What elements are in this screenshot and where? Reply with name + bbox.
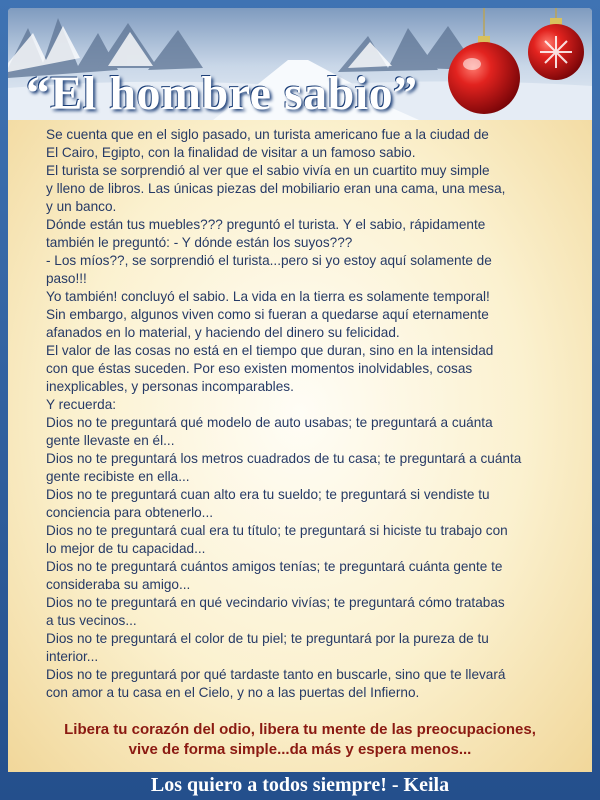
story-text	[46, 126, 566, 702]
story-line: paso!!!	[46, 271, 87, 286]
story-line: El valor de las cosas no está en el tiempo que duran, sino en la intensidad	[46, 343, 494, 358]
story-line: afanados en lo material, y haciendo del dinero su felicidad.	[46, 325, 400, 340]
footer-signature: Los quiero a todos siempre! - Keila	[150, 774, 450, 796]
story-line: Se cuenta que en el siglo pasado, un turista americano fue a la ciudad de	[46, 127, 489, 142]
closing-message	[8, 720, 592, 760]
story-line: Dios no te preguntará por qué tardaste tanto en buscarle, sino que te llevará	[46, 667, 506, 682]
story-line: también le preguntó: - Y dónde están los suyos???	[46, 235, 353, 250]
story-line: El turista se sorprendió al ver que el sabio vivía en un cuartito muy simple	[46, 163, 490, 178]
story-line: Dios no te preguntará en qué vecindario vivías; te preguntará cómo tratabas	[46, 595, 505, 610]
header-banner	[8, 8, 592, 124]
closing-line: Libera tu corazón del odio, libera tu mente de las preocupaciones,	[64, 721, 536, 738]
story-line: inexplicables, y personas incomparables.	[46, 379, 294, 394]
story-line: consideraba su amigo...	[46, 577, 191, 592]
story-line: Dios no te preguntará cuántos amigos tenías; te preguntará cuánta gente te	[46, 559, 503, 574]
story-line: con amor a tu casa en el Cielo, y no a las puertas del Infierno.	[46, 685, 420, 700]
story-line: Dios no te preguntará qué modelo de auto usabas; te preguntará a cuánta	[46, 415, 493, 430]
christmas-ornament-icon	[434, 8, 584, 124]
story-line: y un banco.	[46, 199, 117, 214]
story-line: gente llevaste en él...	[46, 433, 175, 448]
story-line: a tus vecinos...	[46, 613, 137, 628]
story-panel	[8, 120, 592, 772]
story-line: y lleno de libros. Las únicas piezas del mobiliario eran una cama, una mesa,	[46, 181, 506, 196]
story-line: conciencia para obtenerlo...	[46, 505, 214, 520]
story-line: gente recibiste en ella...	[46, 469, 190, 484]
story-line: con que éstas suceden. Por eso existen momentos inolvidables, cosas	[46, 361, 473, 376]
story-line: Dios no te preguntará cual era tu título; te preguntará si hiciste tu trabajo con	[46, 523, 508, 538]
page-title: “El hombre sabio”	[26, 67, 418, 120]
story-line: Sin embargo, algunos viven como si fueran a quedarse aquí eternamente	[46, 307, 489, 322]
story-line: Dios no te preguntará los metros cuadrados de tu casa; te preguntará a cuánta	[46, 451, 522, 466]
closing-line: vive de forma simple...da más y espera menos...	[128, 741, 472, 758]
story-line: Dónde están tus muebles??? preguntó el turista. Y el sabio, rápidamente	[46, 217, 486, 232]
story-line: - Los míos??, se sorprendió el turista...pero si yo estoy aquí solamente de	[46, 253, 492, 268]
story-line: Y recuerda:	[46, 397, 117, 412]
story-line: Dios no te preguntará cuan alto era tu sueldo; te preguntará si vendiste tu	[46, 487, 490, 502]
story-line: El Cairo, Egipto, con la finalidad de visitar a un famoso sabio.	[46, 145, 416, 160]
story-line: lo mejor de tu capacidad...	[46, 541, 206, 556]
story-line: Dios no te preguntará el color de tu piel; te preguntará por la pureza de tu	[46, 631, 489, 646]
story-line: interior...	[46, 649, 99, 664]
story-line: Yo también! concluyó el sabio. La vida en la tierra es solamente temporal!	[46, 289, 490, 304]
